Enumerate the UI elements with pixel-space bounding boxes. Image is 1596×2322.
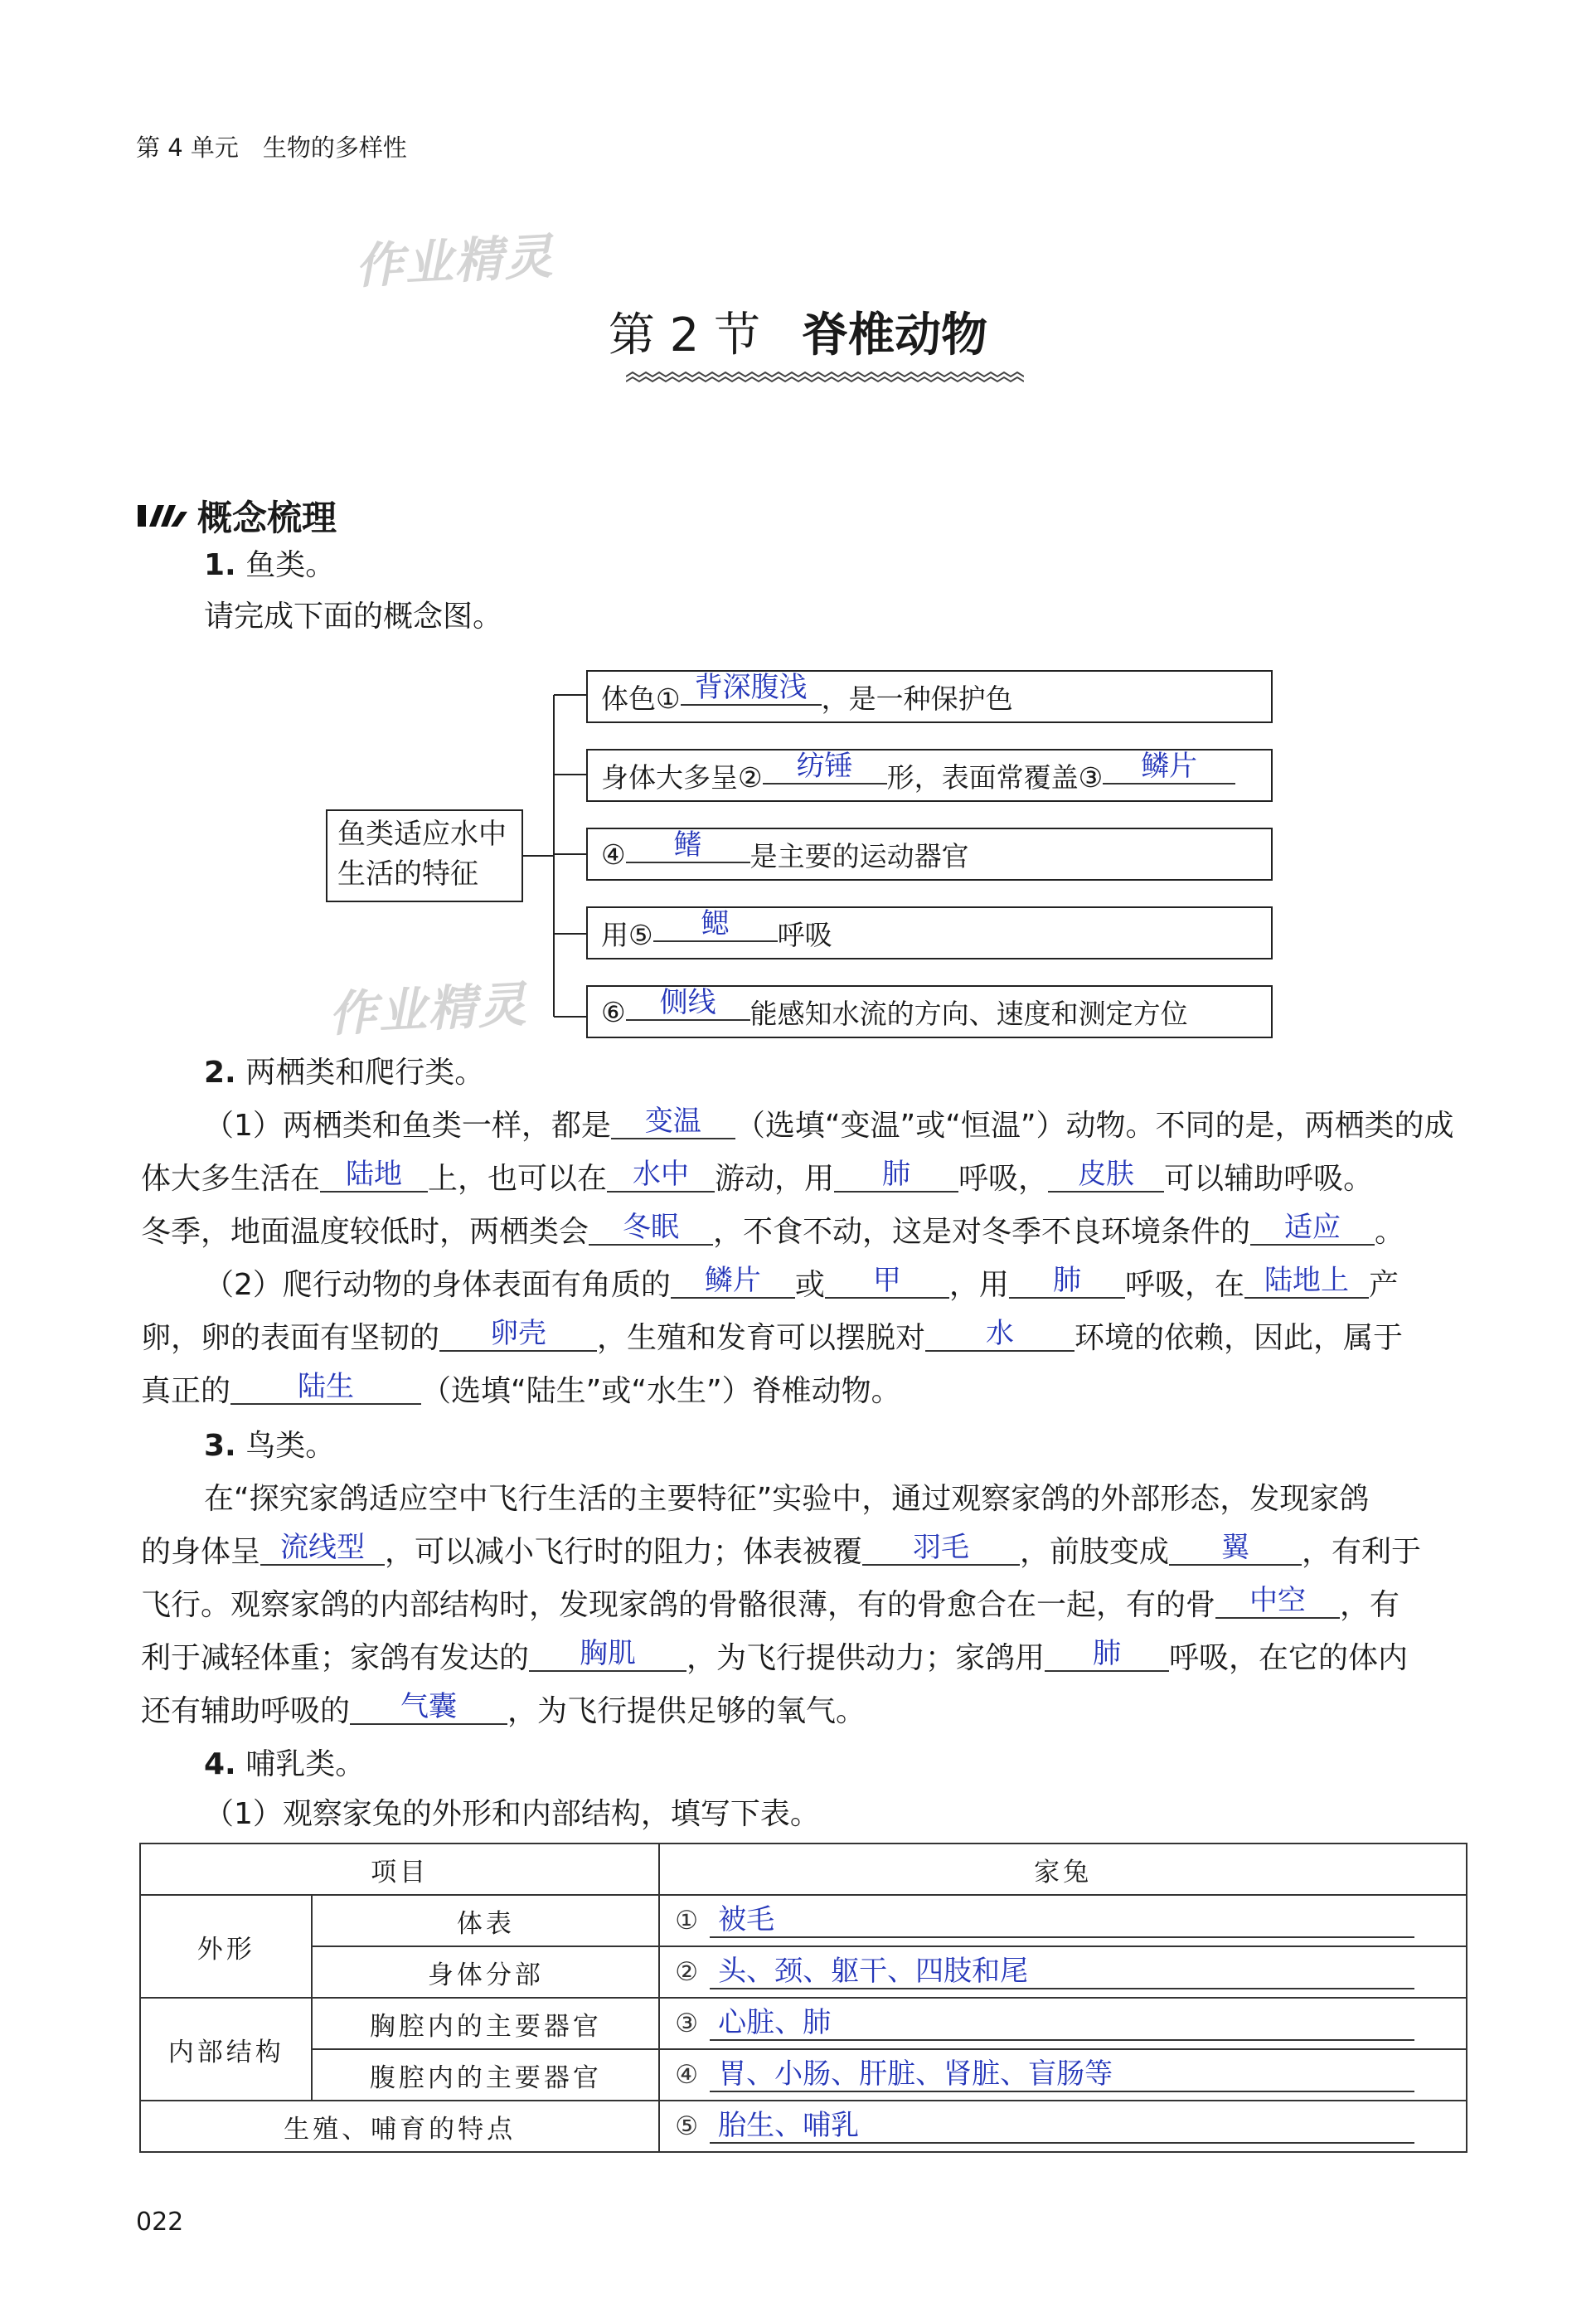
table-header-row xyxy=(140,1844,1467,1895)
q2-p1-line3 xyxy=(141,1206,1404,1259)
section-heading xyxy=(138,491,337,541)
concept-branch-2 xyxy=(586,749,1273,802)
text: 可以辅助呼吸。 xyxy=(1164,1162,1374,1196)
branch-text: ，是一种保护色 xyxy=(821,682,1013,715)
text: 卵，卵的表面有坚韧的 xyxy=(141,1321,440,1355)
q2-topic: 两栖类和爬行类。 xyxy=(245,1056,485,1090)
concept-map-root: 鱼类适应水中生活的特征 xyxy=(326,809,523,902)
text: ，可以减小飞行时的阻力；体表被覆 xyxy=(385,1535,863,1569)
text: 呼吸，在 xyxy=(1124,1268,1244,1302)
table-item-cell: 身体分部 xyxy=(312,1946,659,1998)
branch-text: 形，表面常覆盖③ xyxy=(886,760,1104,794)
answer-blank[interactable]: 陆地 xyxy=(320,1158,428,1193)
answer-blank[interactable]: 被毛 xyxy=(710,1903,1414,1938)
answer-blank[interactable]: 陆生 xyxy=(230,1370,421,1405)
table-row xyxy=(140,1998,1467,2049)
section-title xyxy=(0,299,1596,365)
text: 游动，用 xyxy=(715,1162,835,1196)
answer-blank[interactable]: 鳍 xyxy=(626,828,750,863)
q1-instruction: 请完成下面的概念图。 xyxy=(204,600,503,634)
branch-text: 能感知水流的方向、速度和测定方位 xyxy=(749,997,1188,1030)
concept-branch-5 xyxy=(586,985,1273,1038)
text: 产 xyxy=(1368,1268,1399,1302)
q2-p2-line3 xyxy=(141,1365,901,1418)
watermark: 作业精灵 xyxy=(327,975,529,1043)
q2-number: 2. xyxy=(204,1056,236,1090)
page-number: 022 xyxy=(136,2208,184,2237)
text: ，不食不动，这是对冬季不良环境条件的 xyxy=(713,1215,1251,1249)
q4-subquestion: （1）观察家兔的外形和内部结构，填写下表。 xyxy=(204,1797,820,1831)
table-group-cell: 内部结构 xyxy=(140,1998,312,2101)
text: ，用 xyxy=(948,1268,1009,1302)
table-row xyxy=(140,2049,1467,2101)
text: ，为飞行提供动力；家鸽用 xyxy=(686,1641,1045,1675)
table-answer-cell xyxy=(659,2101,1467,2152)
answer-blank[interactable]: 水 xyxy=(925,1317,1075,1352)
q2-p2-line1 xyxy=(204,1259,1399,1312)
q1-topic: 鱼类。 xyxy=(245,548,336,582)
text: （1）两栖类和鱼类一样，都是 xyxy=(204,1109,611,1143)
q4-heading xyxy=(204,1738,365,1791)
branch-text: ⑥ xyxy=(601,995,626,1028)
watermark: 作业精灵 xyxy=(353,227,555,295)
title-underline-ornament xyxy=(626,370,1024,383)
answer-blank[interactable]: 翼 xyxy=(1169,1531,1302,1566)
concept-branch-1 xyxy=(586,670,1273,723)
table-answer-cell xyxy=(659,2049,1467,2101)
answer-blank[interactable]: 流线型 xyxy=(260,1531,385,1566)
table-answer-cell xyxy=(659,1946,1467,1998)
answer-blank[interactable]: 心脏、肺 xyxy=(710,2006,1414,2041)
answer-blank[interactable]: 冬眠 xyxy=(589,1211,713,1246)
concept-branch-4 xyxy=(586,906,1273,959)
answer-blank[interactable]: 肺 xyxy=(1009,1264,1125,1299)
text: 呼吸，在它的体内 xyxy=(1169,1641,1409,1675)
answer-blank[interactable]: 肺 xyxy=(834,1158,958,1193)
answer-blank[interactable]: 甲 xyxy=(825,1264,949,1299)
running-header: 第 4 单元 生物的多样性 xyxy=(136,134,407,162)
answer-blank[interactable]: 鳞片 xyxy=(671,1264,795,1299)
section-number: 第 2 节 xyxy=(608,308,761,362)
q1-heading xyxy=(204,539,335,592)
answer-blank[interactable]: 鳞片 xyxy=(1103,750,1235,785)
q2-p1-line1 xyxy=(204,1100,1454,1153)
answer-blank[interactable]: 头、颈、躯干、四肢和尾 xyxy=(710,1955,1414,1989)
branch-text: ④ xyxy=(601,838,626,871)
rabbit-table xyxy=(139,1843,1467,2153)
text: 真正的 xyxy=(141,1374,231,1408)
answer-blank[interactable]: 卵壳 xyxy=(439,1317,597,1352)
answer-blank[interactable]: 侧线 xyxy=(626,986,750,1021)
q3-line2 xyxy=(141,1526,1421,1579)
table-row xyxy=(140,2101,1467,2152)
answer-blank[interactable]: 背深腹浅 xyxy=(681,671,822,706)
text: ，有利于 xyxy=(1302,1535,1422,1569)
section-heading-text: 概念梳理 xyxy=(197,498,337,538)
text: ，前肢变成 xyxy=(1020,1535,1170,1569)
text: 还有辅助呼吸的 xyxy=(141,1694,351,1728)
q4-number: 4. xyxy=(204,1747,236,1781)
q2-p1-line2 xyxy=(141,1153,1373,1206)
text: ，有 xyxy=(1340,1588,1400,1622)
answer-blank[interactable]: 胸肌 xyxy=(529,1637,686,1672)
q3-line3 xyxy=(141,1579,1400,1632)
table-item-cell: 胸腔内的主要器官 xyxy=(312,1998,659,2049)
text: 冬季，地面温度较低时，两栖类会 xyxy=(141,1215,589,1249)
answer-blank[interactable]: 肺 xyxy=(1045,1637,1169,1672)
answer-number: ⑤ xyxy=(675,2111,699,2141)
text: 利于减轻体重；家鸽有发达的 xyxy=(141,1641,530,1675)
answer-blank[interactable]: 水中 xyxy=(607,1158,715,1193)
table-row xyxy=(140,1895,1467,1946)
text: 环境的依赖，因此，属于 xyxy=(1075,1321,1404,1355)
text: 上，也可以在 xyxy=(428,1162,608,1196)
answer-blank[interactable]: 鳃 xyxy=(653,907,778,942)
answer-blank[interactable]: 胃、小肠、肝脏、肾脏、盲肠等 xyxy=(710,2057,1414,2092)
text: 的身体呈 xyxy=(141,1535,261,1569)
concept-map-bracket xyxy=(522,688,589,1037)
q3-line4 xyxy=(141,1632,1408,1685)
table-header-cell: 项目 xyxy=(140,1844,659,1895)
answer-blank[interactable]: 羽毛 xyxy=(862,1531,1020,1566)
table-group-cell: 外形 xyxy=(140,1895,312,1998)
answer-blank[interactable]: 适应 xyxy=(1250,1211,1375,1246)
answer-number: ② xyxy=(675,1957,699,1987)
text: 。 xyxy=(1375,1215,1405,1249)
answer-blank[interactable]: 纺锤 xyxy=(763,750,887,785)
answer-blank[interactable]: 胎生、哺乳 xyxy=(710,2109,1414,2144)
answer-number: ① xyxy=(675,1906,699,1936)
branch-text: 体色① xyxy=(601,682,681,715)
answer-blank[interactable]: 中空 xyxy=(1215,1584,1340,1619)
q4-topic: 哺乳类。 xyxy=(245,1747,366,1781)
branch-text: 身体大多呈② xyxy=(601,760,763,794)
answer-blank[interactable]: 陆地上 xyxy=(1244,1264,1369,1299)
q2-heading xyxy=(204,1047,484,1100)
text: ，生殖和发育可以摆脱对 xyxy=(597,1321,926,1355)
q1-number: 1. xyxy=(204,548,236,582)
q3-number: 3. xyxy=(204,1429,236,1463)
branch-text: 用⑤ xyxy=(601,918,653,951)
q3-heading xyxy=(204,1420,335,1473)
table-item-cell: 腹腔内的主要器官 xyxy=(312,2049,659,2101)
text: 或 xyxy=(794,1268,825,1302)
table-item-cell: 生殖、哺育的特点 xyxy=(140,2101,659,2152)
text: 呼吸， xyxy=(958,1162,1049,1196)
section-marker-icon xyxy=(138,502,189,530)
text: 飞行。观察家鸽的内部结构时，发现家鸽的骨骼很薄，有的骨愈合在一起，有的骨 xyxy=(141,1588,1216,1622)
text: （选填“陆生”或“水生”）脊椎动物。 xyxy=(421,1374,901,1408)
q3-line1: 在“探究家鸽适应空中飞行生活的主要特征”实验中，通过观察家鸽的外部形态，发现家鸽 xyxy=(204,1482,1370,1516)
answer-number: ④ xyxy=(675,2060,699,2090)
table-header-cell: 家兔 xyxy=(659,1844,1467,1895)
branch-text: 是主要的运动器官 xyxy=(749,839,969,872)
answer-blank[interactable]: 气囊 xyxy=(350,1690,507,1725)
text: 体大多生活在 xyxy=(141,1162,321,1196)
text: ，为飞行提供足够的氧气。 xyxy=(507,1694,866,1728)
q2-p2-line2 xyxy=(141,1312,1403,1365)
text: （2）爬行动物的身体表面有角质的 xyxy=(204,1268,671,1302)
table-answer-cell xyxy=(659,1895,1467,1946)
table-item-cell: 体表 xyxy=(312,1895,659,1946)
branch-text: 呼吸 xyxy=(777,918,832,951)
q3-topic: 鸟类。 xyxy=(245,1429,336,1463)
answer-number: ③ xyxy=(675,2009,699,2038)
section-name: 脊椎动物 xyxy=(802,308,988,362)
table-answer-cell xyxy=(659,1998,1467,2049)
table-row xyxy=(140,1946,1467,1998)
answer-blank[interactable]: 变温 xyxy=(611,1105,735,1139)
concept-branch-3 xyxy=(586,828,1273,881)
text: （选填“变温”或“恒温”）动物。不同的是，两栖类的成 xyxy=(735,1109,1454,1143)
answer-blank[interactable]: 皮肤 xyxy=(1048,1158,1164,1193)
q3-line5 xyxy=(141,1685,866,1738)
